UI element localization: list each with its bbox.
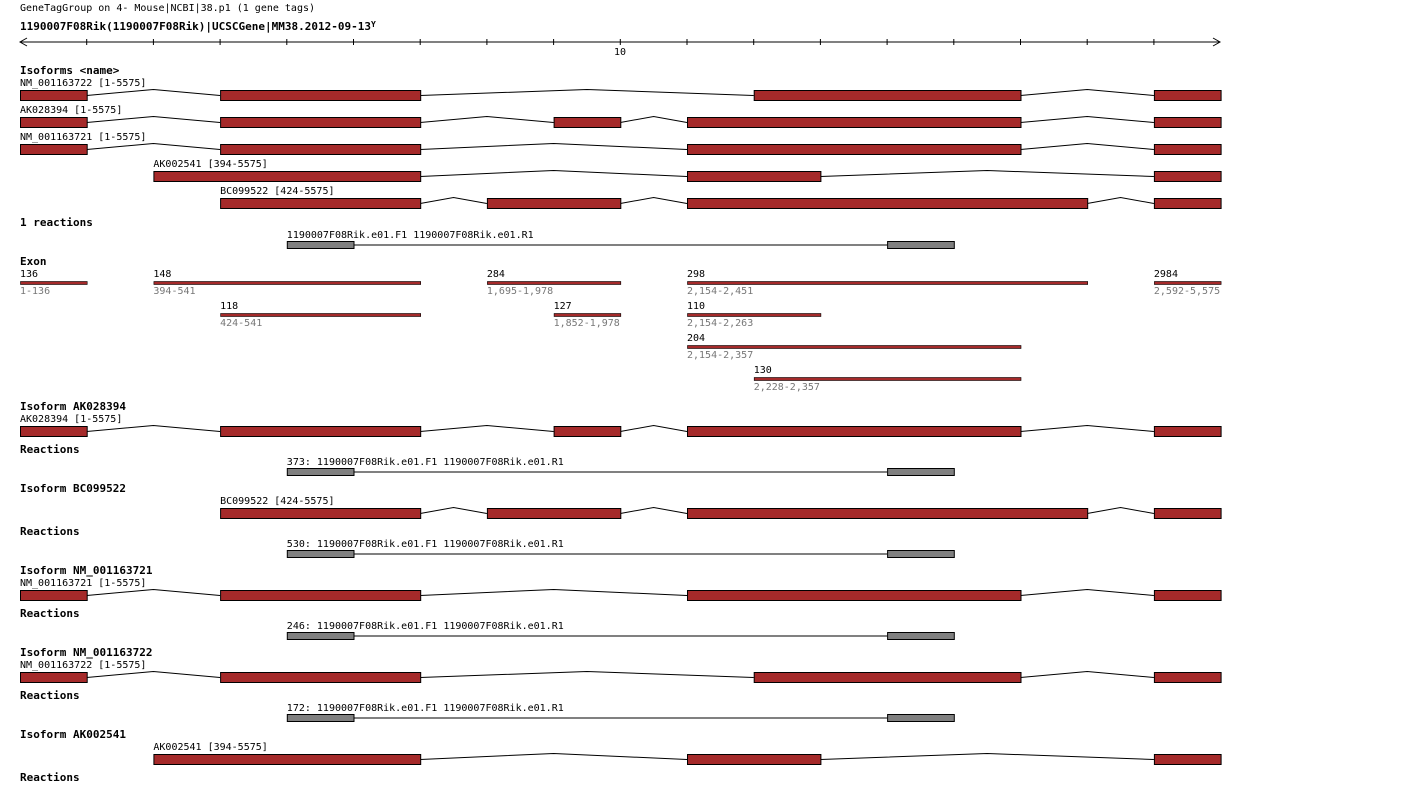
isoform-block-track <box>20 414 1221 437</box>
exon-size: 148 <box>153 269 172 280</box>
exon-box <box>21 673 88 683</box>
primer-box <box>287 715 354 722</box>
exon-box <box>688 199 1088 209</box>
exon-box <box>554 118 621 128</box>
intron-line <box>1021 144 1154 150</box>
exon-box <box>1154 199 1221 209</box>
intron-line <box>87 426 220 432</box>
isoform-blocks <box>20 400 1221 784</box>
track-label: NM_001163721 [1-5575] <box>20 132 147 143</box>
intron-line <box>620 198 687 204</box>
exon-range: 2,228-2,357 <box>753 382 820 393</box>
exon-item <box>687 269 1088 297</box>
reactions-title: Reactions <box>20 689 80 702</box>
exon-box <box>554 427 621 437</box>
exon-box <box>1154 118 1221 128</box>
exon-range: 2,154-2,263 <box>687 318 754 329</box>
exon-box <box>221 427 421 437</box>
track-label: AK002541 [394-5575] <box>153 159 268 170</box>
isoform-block-title: Isoform AK002541 <box>20 728 126 741</box>
ruler <box>20 38 1220 58</box>
exon-box <box>1154 172 1221 182</box>
isoform-block-reaction <box>287 621 955 640</box>
exon-items <box>20 269 1221 393</box>
exon-range: 424-541 <box>220 318 263 329</box>
exon-bar <box>688 282 1088 285</box>
header-gene-line <box>20 20 376 33</box>
exon-box <box>688 591 1022 601</box>
exon-range: 2,154-2,451 <box>687 286 754 297</box>
exon-box <box>688 118 1022 128</box>
exon-bar <box>688 346 1022 349</box>
intron-line <box>620 508 687 514</box>
exon-range: 1,695-1,978 <box>486 286 554 297</box>
primer-box <box>888 551 955 558</box>
isoform-block-reaction <box>287 539 955 558</box>
intron-line <box>420 508 487 514</box>
intron-line <box>87 117 220 123</box>
reactions-section-title: 1 reactions <box>20 216 93 229</box>
header-title-rest: on 4- Mouse|NCBI|38.p1 (1 gene tags) <box>92 3 316 14</box>
exon-box <box>221 145 421 155</box>
exon-box <box>688 172 821 182</box>
exon-range: 394-541 <box>153 286 196 297</box>
exon-item <box>220 301 421 329</box>
isoform-track <box>20 78 1221 101</box>
exon-size: 136 <box>20 269 39 280</box>
intron-line <box>87 144 220 150</box>
exon-box <box>487 509 620 519</box>
reaction-label: 246: 1190007F08Rik.e01.F1 1190007F08Rik.e01.R1 <box>286 621 564 632</box>
exon-range: 1-136 <box>20 286 51 297</box>
isoform-block-title: Isoform AK028394 <box>20 400 126 413</box>
exon-box <box>1154 145 1221 155</box>
isoform-block <box>20 400 1221 476</box>
exon-size: 298 <box>687 269 706 280</box>
gene-rest: (1190007F08Rik)|UCSCGene|MM38.2012-09-13 <box>106 20 371 33</box>
isoform-track <box>220 186 1221 209</box>
track-label: AK002541 [394-5575] <box>153 742 268 753</box>
exon-box <box>688 509 1088 519</box>
exon-size: 127 <box>553 301 572 312</box>
intron-line <box>820 754 1154 760</box>
exon-box <box>221 199 421 209</box>
isoforms-section-title: Isoforms <name> <box>20 64 120 77</box>
track-label: BC099522 [424-5575] <box>220 496 335 507</box>
intron-line <box>1021 117 1154 123</box>
primer-box <box>287 469 354 476</box>
track-label: AK028394 [1-5575] <box>20 414 123 425</box>
reactions-track <box>287 230 955 249</box>
exon-box <box>754 673 1021 683</box>
isoform-block <box>20 482 1221 558</box>
ruler-label: 10 <box>614 47 627 58</box>
intron-line <box>87 590 220 596</box>
exon-item <box>153 269 420 297</box>
isoform-block-track <box>20 660 1221 683</box>
exon-item <box>487 269 621 297</box>
isoform-block-title: Isoform NM_001163722 <box>20 646 153 659</box>
exon-bar <box>21 282 88 285</box>
intron-line <box>1087 508 1154 514</box>
exon-bar <box>221 314 421 317</box>
intron-line <box>420 171 687 177</box>
intron-line <box>420 90 754 96</box>
intron-line <box>420 426 553 432</box>
reaction-label: 1190007F08Rik.e01.F1 1190007F08Rik.e01.R1 <box>286 230 534 241</box>
intron-line <box>1021 672 1154 678</box>
exon-box <box>688 145 1022 155</box>
exon-box <box>1154 755 1221 765</box>
track-label: NM_001163722 [1-5575] <box>20 78 147 89</box>
exon-box <box>21 118 88 128</box>
exon-box <box>221 673 421 683</box>
primer-box <box>888 633 955 640</box>
intron-line <box>420 754 687 760</box>
intron-line <box>1021 590 1154 596</box>
isoform-block <box>20 564 1221 640</box>
track-label: AK028394 [1-5575] <box>20 105 123 116</box>
header-title-line <box>20 3 315 14</box>
gene-link[interactable]: 1190007F08Rik <box>20 20 107 33</box>
exon-box <box>688 427 1022 437</box>
track-label: NM_001163722 [1-5575] <box>20 660 147 671</box>
exon-range: 1,852-1,978 <box>553 318 620 329</box>
isoform-block <box>20 728 1221 784</box>
isoform-block-track <box>20 578 1221 601</box>
exon-size: 130 <box>753 365 772 376</box>
exon-bar <box>154 282 421 285</box>
exon-range: 2,592-5,575 <box>1153 286 1221 297</box>
exon-box <box>1154 673 1221 683</box>
exon-box <box>21 427 88 437</box>
primer-box <box>888 242 955 249</box>
exon-size: 110 <box>687 301 706 312</box>
intron-line <box>420 672 754 678</box>
exon-box <box>154 172 421 182</box>
exon-bar <box>487 282 620 285</box>
primer-box <box>287 242 354 249</box>
exon-bar <box>688 314 821 317</box>
intron-line <box>1087 198 1154 204</box>
exon-box <box>21 591 88 601</box>
intron-line <box>820 171 1154 177</box>
exon-box <box>688 755 821 765</box>
exon-item <box>554 301 621 329</box>
primer-box <box>888 469 955 476</box>
exon-box <box>21 145 88 155</box>
header-marker: Y <box>371 20 376 29</box>
exon-box <box>221 91 421 101</box>
intron-line <box>620 117 687 123</box>
exon-box <box>154 755 421 765</box>
exon-item <box>687 333 1021 361</box>
exon-size: 284 <box>486 269 505 280</box>
intron-line <box>1021 90 1154 96</box>
isoform-block-track <box>153 742 1221 765</box>
exon-item <box>20 269 87 297</box>
track-label: NM_001163721 [1-5575] <box>20 578 147 589</box>
intron-line <box>420 117 553 123</box>
intron-line <box>87 90 220 96</box>
exon-box <box>1154 509 1221 519</box>
isoform-track <box>153 159 1221 182</box>
isoform-block-title: Isoform NM_001163721 <box>20 564 153 577</box>
isoform-block <box>20 646 1221 722</box>
exon-item <box>754 365 1021 393</box>
exon-item <box>687 301 821 329</box>
track-label: BC099522 [424-5575] <box>220 186 335 197</box>
reactions-title: Reactions <box>20 525 80 538</box>
intron-line <box>420 144 687 150</box>
exon-box <box>1154 427 1221 437</box>
exon-bar <box>1154 282 1221 285</box>
intron-line <box>1021 426 1154 432</box>
isoform-tracks <box>20 78 1221 209</box>
exon-box <box>221 591 421 601</box>
exon-bar <box>554 314 621 317</box>
exon-section-title: Exon <box>20 255 47 268</box>
isoform-block-title: Isoform BC099522 <box>20 482 126 495</box>
isoform-block-reaction <box>287 703 955 722</box>
primer-box <box>287 633 354 640</box>
intron-line <box>420 198 487 204</box>
isoform-track <box>20 105 1221 128</box>
genetaggroup-link[interactable]: GeneTagGroup <box>20 3 93 14</box>
intron-line <box>420 590 687 596</box>
exon-size: 204 <box>687 333 706 344</box>
reactions-title: Reactions <box>20 443 80 456</box>
isoform-block-track <box>220 496 1221 519</box>
reaction-label: 373: 1190007F08Rik.e01.F1 1190007F08Rik.e01.R1 <box>286 457 564 468</box>
reaction-track <box>287 230 955 249</box>
exon-box <box>221 118 421 128</box>
exon-box <box>221 509 421 519</box>
reaction-label: 530: 1190007F08Rik.e01.F1 1190007F08Rik.e01.R1 <box>286 539 564 550</box>
intron-line <box>620 426 687 432</box>
reactions-title: Reactions <box>20 607 80 620</box>
exon-bar <box>754 378 1021 381</box>
exon-box <box>1154 591 1221 601</box>
isoform-track <box>20 132 1221 155</box>
isoform-block-reaction <box>287 457 955 476</box>
exon-size: 2984 <box>1153 269 1178 280</box>
exon-box <box>487 199 620 209</box>
exon-size: 118 <box>220 301 239 312</box>
exon-box <box>754 91 1021 101</box>
primer-box <box>287 551 354 558</box>
exon-box <box>21 91 88 101</box>
exon-box <box>1154 91 1221 101</box>
intron-line <box>87 672 220 678</box>
exon-item <box>1154 269 1221 297</box>
primer-box <box>888 715 955 722</box>
exon-range: 2,154-2,357 <box>687 350 754 361</box>
reactions-title: Reactions <box>20 771 80 784</box>
reaction-label: 172: 1190007F08Rik.e01.F1 1190007F08Rik.e01.R1 <box>286 703 564 714</box>
